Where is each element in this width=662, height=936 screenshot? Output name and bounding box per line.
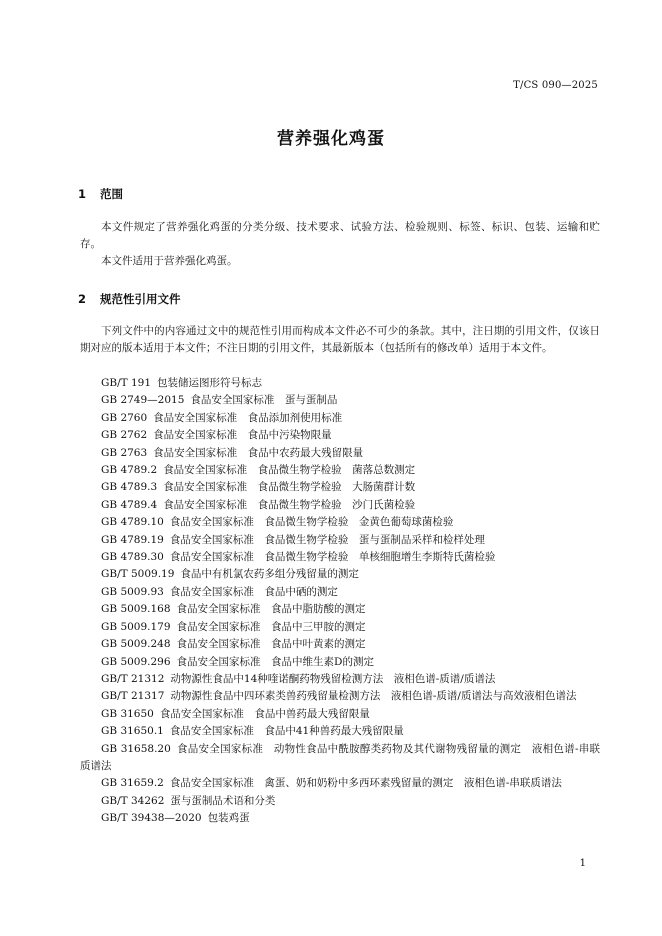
- reference-title: 蛋与蛋制品术语和分类: [170, 794, 276, 807]
- reference-code: GB 5009.248: [101, 638, 171, 651]
- reference-code: GB 2763: [101, 446, 148, 459]
- reference-title: 食品安全国家标准 食品中硒的测定: [169, 585, 338, 598]
- reference-code: GB/T 191: [101, 377, 152, 389]
- reference-code: GB 31650: [101, 707, 154, 720]
- reference-title: 食品中有机氯农药多组分残留量的测定: [180, 568, 359, 581]
- reference-code: GB 5009.93: [101, 585, 164, 598]
- reference-title: 食品安全国家标准 食品微生物学检验 蛋与蛋制品采样和检样处理: [169, 533, 485, 546]
- reference-item: [80, 706, 600, 723]
- reference-code: GB/T 5009.19: [101, 568, 175, 581]
- reference-code: GB 4789.3: [101, 481, 158, 494]
- reference-item: [80, 775, 600, 792]
- reference-code: GB 4789.2: [101, 464, 158, 477]
- reference-code: GB 2749—2015: [101, 394, 185, 407]
- reference-item: [80, 723, 600, 740]
- reference-list: [80, 375, 600, 828]
- section-2-heading: [78, 291, 181, 307]
- reference-title: 食品安全国家标准 食品中维生素D的测定: [176, 655, 374, 668]
- section-1-paragraph-1: 本文件规定了营养强化鸡蛋的分类分级、技术要求、试验方法、检验规则、标签、标识、包装、运输和贮存。: [80, 221, 600, 250]
- reference-item: [80, 392, 600, 409]
- reference-item: [80, 654, 600, 671]
- reference-item: [80, 375, 600, 392]
- reference-title: 食品安全国家标准 食品微生物学检验 沙门氏菌检验: [163, 498, 416, 511]
- reference-item: [80, 462, 600, 479]
- section-1-title: 范围: [100, 187, 124, 201]
- reference-item: [80, 549, 600, 566]
- reference-title: 包装鸡蛋: [207, 812, 250, 825]
- reference-title: 食品安全国家标准 食品中农药最大残留限量: [153, 446, 364, 459]
- reference-title: 食品安全国家标准 禽蛋、奶和奶粉中多西环素残留量的测定 液相色谱-串联质谱法: [169, 777, 562, 790]
- reference-item: [80, 566, 600, 583]
- reference-title: 包装储运图形符号标志: [157, 377, 263, 389]
- reference-code: GB/T 21312: [101, 672, 165, 685]
- section-1-number: 1: [78, 187, 87, 201]
- reference-title: 食品安全国家标准 蛋与蛋制品: [190, 394, 338, 407]
- reference-title: 食品安全国家标准 食品中叶黄素的测定: [176, 638, 366, 651]
- reference-code: GB 31659.2: [101, 777, 164, 790]
- reference-code: GB/T 34262: [101, 794, 165, 807]
- reference-item: [80, 479, 600, 496]
- section-2-intro: 下列文件中的内容通过文中的规范性引用而构成本文件必不可少的条款。其中，注日期的引用文件，仅该日期对应的版本适用于本文件；不注日期的引用文件，其最新版本（包括所有的修改单）适用于本文件。: [80, 325, 600, 354]
- reference-title: 食品安全国家标准 食品中三甲胺的测定: [176, 620, 366, 633]
- reference-item: [80, 619, 600, 636]
- reference-code: GB 4789.19: [101, 533, 164, 546]
- reference-item: [80, 688, 600, 705]
- reference-item: [80, 410, 600, 427]
- reference-item: [80, 793, 600, 810]
- reference-code: GB 31650.1: [101, 725, 164, 738]
- reference-code: GB 4789.30: [101, 551, 164, 564]
- reference-code: GB/T 39438—2020: [101, 812, 202, 825]
- page-number: 1: [579, 858, 586, 869]
- reference-title: 食品安全国家标准 食品微生物学检验 单核细胞增生李斯特氏菌检验: [169, 551, 496, 564]
- reference-title: 食品安全国家标准 食品微生物学检验 大肠菌群计数: [163, 481, 416, 494]
- reference-item: [80, 601, 600, 618]
- reference-title: 食品安全国家标准 食品中41种兽药最大残留限量: [169, 725, 404, 738]
- reference-code: GB/T 21317: [101, 690, 165, 703]
- reference-title: 食品安全国家标准 食品微生物学检验 菌落总数测定: [163, 464, 416, 477]
- reference-item: [80, 671, 600, 688]
- reference-item: [80, 636, 600, 653]
- section-1-heading: [78, 186, 123, 202]
- document-code: T/CS 090—2025: [513, 80, 598, 91]
- reference-code: GB 2762: [101, 429, 148, 442]
- section-1-paragraph-2: 本文件适用于营养强化鸡蛋。: [101, 255, 238, 267]
- reference-title: 食品安全国家标准 食品添加剂使用标准: [153, 411, 343, 424]
- document-title: 营养强化鸡蛋: [277, 129, 385, 149]
- reference-item: [80, 532, 600, 549]
- reference-item: [80, 497, 600, 514]
- reference-code: GB 5009.296: [101, 655, 171, 668]
- reference-item: [80, 810, 600, 827]
- reference-title: 食品安全国家标准 食品中污染物限量: [153, 429, 332, 442]
- reference-title: 食品安全国家标准 食品微生物学检验 金黄色葡萄球菌检验: [169, 516, 454, 529]
- reference-code: GB 5009.168: [101, 603, 171, 616]
- reference-title: 食品安全国家标准 食品中脂肪酸的测定: [176, 603, 366, 616]
- reference-code: GB 31658.20: [101, 742, 171, 755]
- reference-code: GB 4789.4: [101, 498, 158, 511]
- reference-item: [80, 584, 600, 601]
- reference-item: [80, 514, 600, 531]
- reference-title: 食品安全国家标准 动物性食品中酰胺醇类药物及其代谢物残留量的测定 液相色谱-串联质谱法: [80, 742, 600, 772]
- reference-code: GB 5009.179: [101, 620, 171, 633]
- reference-item: [80, 445, 600, 462]
- reference-title: 动物源性食品中14种喹诺酮药物残留检测方法 液相色谱-质谱/质谱法: [170, 672, 496, 685]
- reference-item: [80, 741, 600, 776]
- reference-title: 动物源性食品中四环素类兽药残留量检测方法 液相色谱-质谱/质谱法与高效液相色谱法: [170, 690, 577, 703]
- section-2-number: 2: [78, 292, 87, 306]
- reference-title: 食品安全国家标准 食品中兽药最大残留限量: [159, 707, 370, 720]
- reference-code: GB 2760: [101, 411, 148, 424]
- section-2-title: 规范性引用文件: [100, 292, 181, 306]
- reference-item: [80, 427, 600, 444]
- reference-code: GB 4789.10: [101, 516, 164, 529]
